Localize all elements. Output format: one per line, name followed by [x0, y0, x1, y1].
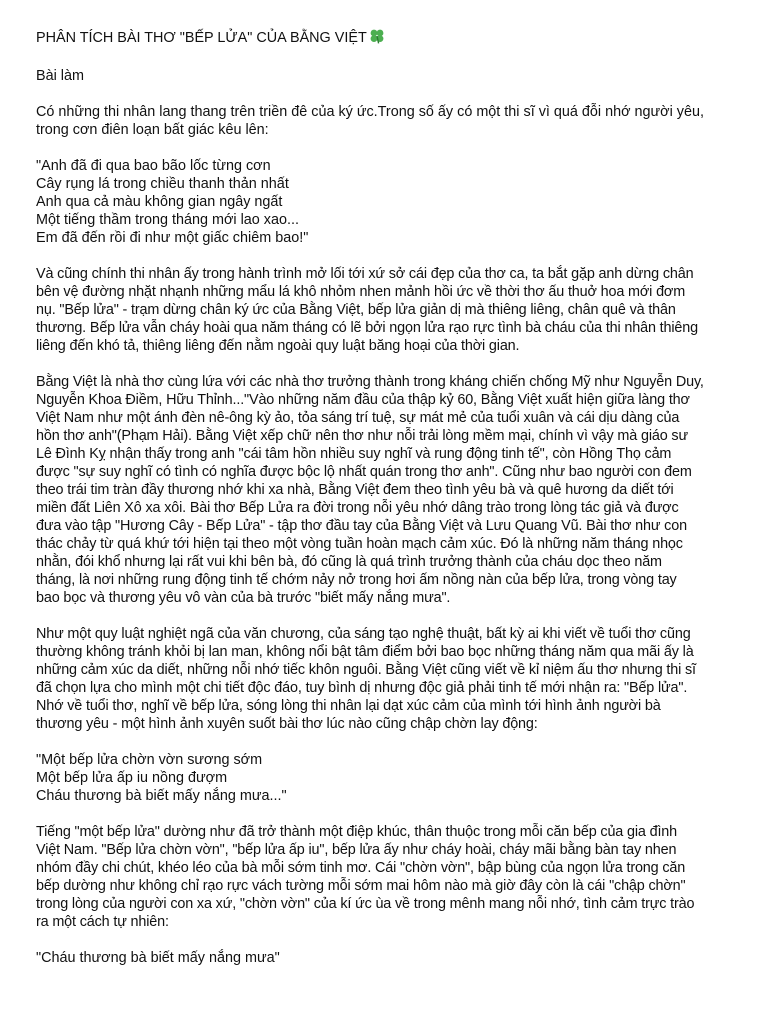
- poem-line: Cháu thương bà biết mấy nắng mưa...": [36, 788, 287, 804]
- text-line: trong lòng của người con xa xứ, "chờn vờn" của kí ức ùa về trong mênh mang nỗi nhớ, tình cảm trực trào: [36, 896, 695, 912]
- text-line: Có những thi nhân lang thang trên triền đê của ký ức.Trong số ấy có một thi sĩ vì quá đỗi nhớ người yêu,: [36, 104, 705, 120]
- poem-line: "Cháu thương bà biết mấy nắng mưa": [36, 950, 280, 966]
- text-line: thác chảy từ quá khứ tới hiện tại theo một vòng tuần hoàn mạch cảm xúc. Đó là những năm tháng nhọc: [36, 536, 683, 552]
- text-line: Bằng Việt là nhà thơ cùng lứa với các nhà thơ trưởng thành trong kháng chiến chống Mỹ như Nguyễn Duy,: [36, 374, 704, 390]
- text-line: những cảm xúc da diết, những nỗi nhớ tiếc khôn nguôi. Bằng Việt cũng viết về kỉ niệm ấu thơ nhưng thi sĩ: [36, 662, 696, 678]
- poem-line: Anh qua cả màu không gian ngây ngất: [36, 194, 283, 210]
- text-line: ra một cách tự nhiên:: [36, 914, 169, 930]
- paragraph-2: [36, 373, 746, 607]
- text-line: đã chọn lựa cho mình một chi tiết độc đáo, tuy bình dị nhưng độc giả phải tinh tế mới nhận ra: "Bếp lửa".: [36, 680, 688, 696]
- text-line: thương. Bếp lửa vẫn cháy hoài qua năm tháng có lẽ bởi ngọn lửa rạo rực tình bà cháu của thi nhân thiêng: [36, 320, 698, 336]
- text-line: được "sự suy nghĩ có tình có nghĩa được bộc lộ nhất quán trong thơ anh". Cũng như bao người con đem: [36, 464, 692, 480]
- poem-line: Một bếp lửa ấp iu nồng đượm: [36, 770, 228, 786]
- text-line: thường không tránh khỏi bị lan man, không nổi bật tâm điểm bởi bao bọc những tháng năm qua mãi ấy là: [36, 644, 694, 660]
- poem-line: Một tiếng thầm trong tháng mới lao xao...: [36, 212, 300, 228]
- text-line: Và cũng chính thi nhân ấy trong hành trình mở lối tới xứ sở cái đẹp của thơ ca, ta bắt gặp anh dừng chân: [36, 266, 694, 282]
- text-line: Nhớ về tuổi thơ, nghĩ về bếp lửa, sóng lòng thi nhân lại dạt xúc cảm của mình tới hình ảnh người bà: [36, 698, 661, 714]
- four-leaf-clover-icon: [369, 28, 385, 49]
- text-line: bên vệ đường nhặt nhạnh những mẩu lá khô nhỏm nhen mảnh hồi ức về thời thơ ấu thuở hoa mới đơm: [36, 284, 686, 300]
- document-page: [36, 28, 746, 967]
- poem-line: Cây rụng lá trong chiều thanh thản nhất: [36, 176, 289, 192]
- intro-paragraph: [36, 103, 746, 139]
- paragraph-3: [36, 625, 746, 733]
- poem-line: "Anh đã đi qua bao bão lốc từng cơn: [36, 158, 271, 174]
- text-line: Tiếng "một bếp lửa" dường như đã trở thành một điệp khúc, thân thuộc trong mỗi căn bếp của gia đình: [36, 824, 678, 840]
- text-line: trong cơn điên loạn bất giác kêu lên:: [36, 122, 269, 138]
- text-line: Như một quy luật nghiệt ngã của văn chương, của sáng tạo nghệ thuật, bất kỳ ai khi viết về tuổi thơ cũng: [36, 626, 691, 642]
- paragraph-4: [36, 823, 746, 931]
- closing-quote: [36, 949, 746, 967]
- poem-line: Em đã đến rồi đi như một giấc chiêm bao!": [36, 230, 309, 246]
- text-line: tháng, là nơi những rung động tinh tế chớm nảy nở trong hơi ấm nồng nàn của bếp lửa, trong vòng tay: [36, 572, 677, 588]
- text-line: hồn thơ anh"(Phạm Hải). Bằng Việt xếp chữ nên thơ như nỗi trải lòng mềm mại, chính vì vậy mà giáo sư: [36, 428, 688, 444]
- text-line: đưa vào tập "Hương Cây - Bếp Lửa" - tập thơ đầu tay của Bằng Việt và Lưu Quang Vũ. Bài thơ như con: [36, 518, 687, 534]
- text-line: liêng đến khó tả, thiêng liêng đến nằm ngoài quy luật băng hoại của thời gian.: [36, 338, 520, 354]
- poem-quote-1: [36, 157, 746, 247]
- poem-quote-2: [36, 751, 746, 805]
- paragraph-1: [36, 265, 746, 355]
- text-line: Lê Đình Kỵ nhận thấy trong anh "cái tâm hồn nhiều suy nghĩ và rung động tinh tế", còn Hồng Thọ cảm: [36, 446, 672, 462]
- text-line: nhằn, đói khổ nhưng lại rất vui khi bên bà, đó cũng là quá trình trưởng thành của cháu dọc theo năm: [36, 554, 662, 570]
- text-line: nụ. "Bếp lửa" - trạm dừng chân ký ức của Bằng Việt, bếp lửa giản dị mà thiêng liêng, chân quê và thân: [36, 302, 676, 318]
- text-line: miền đất Liên Xô xa xôi. Bài thơ Bếp Lửa ra đời trong nỗi yêu nhớ dâng trào trong lòng tác giả và được: [36, 500, 679, 516]
- text-line: Việt Nam. "Bếp lửa chờn vờn", "bếp lửa ấp iu", bếp lửa ấy như cháy hoài, cháy mãi bằng bàn tay nhen: [36, 842, 677, 858]
- document-title: [36, 28, 746, 49]
- text-line: Việt Nam như một ánh đèn nê-ông kỳ ảo, tỏa sáng trí tuệ, sự mát mẻ của tuổi xuân và cái dịu dàng của: [36, 410, 680, 426]
- text-line: nhóm đầy chi chút, khéo léo của bà mỗi sớm tinh mơ. Cái "chờn vờn", bập bùng của ngọn lửa trong căn: [36, 860, 686, 876]
- poem-line: "Một bếp lửa chờn vờn sương sớm: [36, 752, 263, 768]
- text-line: Nguyễn Khoa Điềm, Hữu Thỉnh..."Vào những năm đầu của thập kỷ 60, Bằng Việt xuất hiện giữa làng thơ: [36, 392, 690, 408]
- document-title-text: PHÂN TÍCH BÀI THƠ "BẾP LỬA" CỦA BẰNG VIỆT: [36, 30, 367, 46]
- section-heading: Bài làm: [36, 68, 84, 84]
- text-line: thương yêu - một hình ảnh xuyên suốt bài thơ lúc nào cũng chập chờn lay động:: [36, 716, 538, 732]
- text-line: bao bọc và thương yêu vô vàn của bà trước "biết mấy nắng mưa".: [36, 590, 451, 606]
- text-line: theo trái tim tràn đầy thương nhớ khi xa nhà, Bằng Việt đem theo tình yêu bà và quê hương da diết tới: [36, 482, 674, 498]
- text-line: bếp dường như không chỉ rạo rực vách tường mỗi sớm mai hôm nào mà giờ đây còn là cái "chập chờn": [36, 878, 686, 894]
